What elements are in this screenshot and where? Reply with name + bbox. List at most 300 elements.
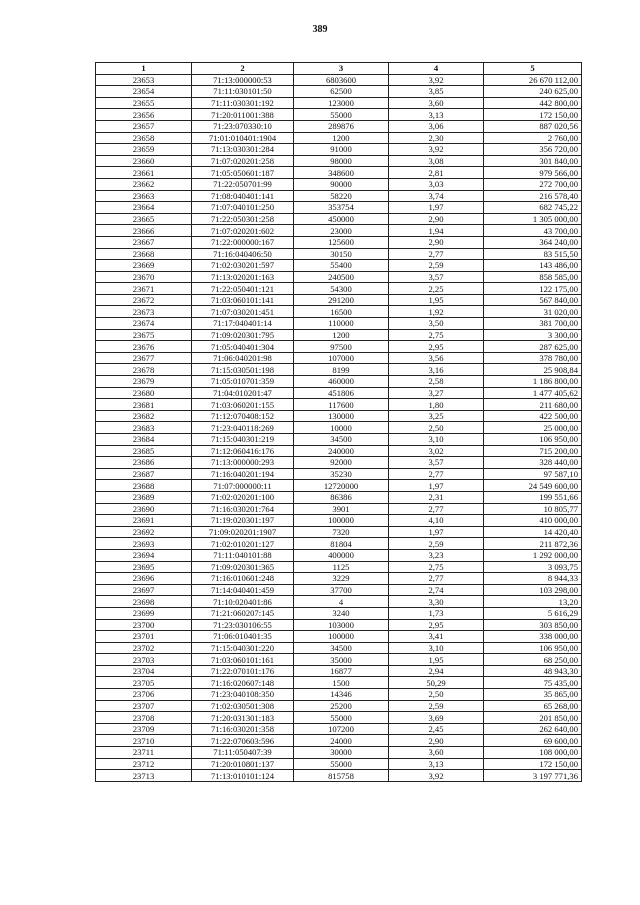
table-cell: 24 549 600,00 — [484, 480, 582, 492]
table-cell: 2,77 — [389, 573, 484, 585]
table-cell: 71:22:000000:167 — [192, 236, 294, 248]
table-cell: 23684 — [96, 434, 192, 446]
table-cell: 13,20 — [484, 596, 582, 608]
table-cell: 23688 — [96, 480, 192, 492]
table-cell: 30000 — [294, 747, 389, 759]
table-cell: 103 298,00 — [484, 584, 582, 596]
table-cell: 23658 — [96, 132, 192, 144]
table-cell: 23655 — [96, 97, 192, 109]
table-cell: 2 760,00 — [484, 132, 582, 144]
table-cell: 71:11:030301:192 — [192, 97, 294, 109]
table-row — [96, 747, 582, 759]
table-cell: 23711 — [96, 747, 192, 759]
table-cell: 2,90 — [389, 213, 484, 225]
table-cell: 25 908,84 — [484, 364, 582, 376]
table-cell: 23678 — [96, 364, 192, 376]
table-cell: 23653 — [96, 74, 192, 86]
table-row — [96, 515, 582, 527]
table-cell: 71:05:050601:187 — [192, 167, 294, 179]
table-cell: 240500 — [294, 271, 389, 283]
table-cell: 23663 — [96, 190, 192, 202]
table-cell: 1 292 000,00 — [484, 549, 582, 561]
table-cell: 1125 — [294, 561, 389, 573]
table-row — [96, 434, 582, 446]
table-cell: 815758 — [294, 770, 389, 782]
table-row — [96, 387, 582, 399]
table-row — [96, 225, 582, 237]
table-cell: 16500 — [294, 306, 389, 318]
table-cell: 23664 — [96, 202, 192, 214]
table-cell: 71:02:030501:308 — [192, 700, 294, 712]
table-cell: 338 000,00 — [484, 631, 582, 643]
table-cell: 5 616,29 — [484, 607, 582, 619]
table-cell: 1,97 — [389, 202, 484, 214]
table-cell: 2,59 — [389, 538, 484, 550]
table-cell: 71:19:020301:197 — [192, 515, 294, 527]
table-cell: 71:12:060416:176 — [192, 445, 294, 457]
table-cell: 3 093,75 — [484, 561, 582, 573]
table-cell: 3 300,00 — [484, 329, 582, 341]
table-cell: 2,50 — [389, 689, 484, 701]
table-cell: 1500 — [294, 677, 389, 689]
table-cell: 3,13 — [389, 758, 484, 770]
table-cell: 23666 — [96, 225, 192, 237]
table-cell: 410 000,00 — [484, 515, 582, 527]
table-cell: 34500 — [294, 434, 389, 446]
table-cell: 3,85 — [389, 86, 484, 98]
table-cell: 240000 — [294, 445, 389, 457]
table-cell: 71:02:030201:597 — [192, 260, 294, 272]
table-cell: 92000 — [294, 457, 389, 469]
table-cell: 25200 — [294, 700, 389, 712]
table-cell: 34500 — [294, 642, 389, 654]
table-cell: 2,31 — [389, 491, 484, 503]
table-header-row — [96, 63, 582, 75]
table-cell: 2,58 — [389, 376, 484, 388]
table-cell: 71:20:011001:388 — [192, 109, 294, 121]
table-row — [96, 236, 582, 248]
table-cell: 1,80 — [389, 399, 484, 411]
table-cell: 2,77 — [389, 468, 484, 480]
table-row — [96, 410, 582, 422]
table-cell: 3,10 — [389, 642, 484, 654]
table-cell: 23710 — [96, 735, 192, 747]
table-cell: 97500 — [294, 341, 389, 353]
table-cell: 71:16:020607:148 — [192, 677, 294, 689]
table-cell: 117600 — [294, 399, 389, 411]
table-row — [96, 457, 582, 469]
table-cell: 71:09:020201:1907 — [192, 526, 294, 538]
table-cell: 450000 — [294, 213, 389, 225]
table-cell: 71:03:060201:155 — [192, 399, 294, 411]
table-row — [96, 654, 582, 666]
table-cell: 23668 — [96, 248, 192, 260]
table-cell: 130000 — [294, 410, 389, 422]
table-cell: 71:07:030201:451 — [192, 306, 294, 318]
table-cell: 98000 — [294, 155, 389, 167]
table-cell: 68 250,00 — [484, 654, 582, 666]
table-cell: 2,25 — [389, 283, 484, 295]
table-cell: 71:06:010401:35 — [192, 631, 294, 643]
table-cell: 58220 — [294, 190, 389, 202]
table-cell: 71:10:020401:86 — [192, 596, 294, 608]
table-cell: 3,06 — [389, 120, 484, 132]
table-cell: 65 268,00 — [484, 700, 582, 712]
table-cell: 23673 — [96, 306, 192, 318]
table-cell: 287 625,00 — [484, 341, 582, 353]
table-row — [96, 341, 582, 353]
table-cell: 10 805,77 — [484, 503, 582, 515]
table-cell: 71:01:010401:1904 — [192, 132, 294, 144]
table-cell: 37700 — [294, 584, 389, 596]
table-cell: 2,95 — [389, 341, 484, 353]
table-cell: 23660 — [96, 155, 192, 167]
table-cell: 451806 — [294, 387, 389, 399]
table-cell: 211 872,36 — [484, 538, 582, 550]
table-cell: 23685 — [96, 445, 192, 457]
table-cell: 71:16:030201:764 — [192, 503, 294, 515]
table-cell: 23691 — [96, 515, 192, 527]
table-cell: 3,92 — [389, 74, 484, 86]
table-cell: 3,08 — [389, 155, 484, 167]
table-cell: 108 000,00 — [484, 747, 582, 759]
table-row — [96, 607, 582, 619]
column-header: 5 — [484, 63, 582, 75]
table-row — [96, 167, 582, 179]
table-cell: 71:07:020201:258 — [192, 155, 294, 167]
table-cell: 71:05:010701:359 — [192, 376, 294, 388]
table-cell: 16877 — [294, 665, 389, 677]
table-cell: 23682 — [96, 410, 192, 422]
table-cell: 23000 — [294, 225, 389, 237]
table-row — [96, 399, 582, 411]
table-cell: 23694 — [96, 549, 192, 561]
table-cell: 71:04:010201:47 — [192, 387, 294, 399]
table-cell: 83 515,50 — [484, 248, 582, 260]
table-row — [96, 178, 582, 190]
table-cell: 3 197 771,36 — [484, 770, 582, 782]
table-cell: 71:15:030501:198 — [192, 364, 294, 376]
table-cell: 23708 — [96, 712, 192, 724]
table-cell: 353754 — [294, 202, 389, 214]
table-cell: 55000 — [294, 109, 389, 121]
table-cell: 356 720,00 — [484, 144, 582, 156]
table-cell: 71:23:070330:10 — [192, 120, 294, 132]
table-cell: 23680 — [96, 387, 192, 399]
table-row — [96, 364, 582, 376]
table-cell: 858 585,00 — [484, 271, 582, 283]
table-cell: 23705 — [96, 677, 192, 689]
table-cell: 123000 — [294, 97, 389, 109]
column-header: 1 — [96, 63, 192, 75]
table-cell: 23662 — [96, 178, 192, 190]
table-cell: 71:02:010201:127 — [192, 538, 294, 550]
table-cell: 71:09:020301:795 — [192, 329, 294, 341]
table-cell: 103000 — [294, 619, 389, 631]
column-header: 3 — [294, 63, 389, 75]
table-cell: 400000 — [294, 549, 389, 561]
table-row — [96, 352, 582, 364]
table-cell: 71:06:040201:98 — [192, 352, 294, 364]
table-cell: 71:07:040101:250 — [192, 202, 294, 214]
table-cell: 23679 — [96, 376, 192, 388]
table-cell: 23700 — [96, 619, 192, 631]
table-cell: 201 850,00 — [484, 712, 582, 724]
table-cell: 110000 — [294, 318, 389, 330]
table-cell: 71:23:040118:269 — [192, 422, 294, 434]
table-cell: 54300 — [294, 283, 389, 295]
table-cell: 381 700,00 — [484, 318, 582, 330]
table-cell: 71:20:010801:137 — [192, 758, 294, 770]
table-cell: 71:20:031301:183 — [192, 712, 294, 724]
table-cell: 1 477 405,62 — [484, 387, 582, 399]
table-cell: 979 566,00 — [484, 167, 582, 179]
table-cell: 1,95 — [389, 294, 484, 306]
table-cell: 24000 — [294, 735, 389, 747]
table-row — [96, 642, 582, 654]
table-cell: 71:22:050401:121 — [192, 283, 294, 295]
page-number: 389 — [312, 24, 328, 35]
table-cell: 125600 — [294, 236, 389, 248]
table-row — [96, 491, 582, 503]
table-row — [96, 700, 582, 712]
table-cell: 14346 — [294, 689, 389, 701]
table-cell: 3901 — [294, 503, 389, 515]
table-cell: 91000 — [294, 144, 389, 156]
table-cell: 2,94 — [389, 665, 484, 677]
table-cell: 3,03 — [389, 178, 484, 190]
table-cell: 8199 — [294, 364, 389, 376]
table-cell: 23654 — [96, 86, 192, 98]
table-cell: 71:13:010101:124 — [192, 770, 294, 782]
table-row — [96, 596, 582, 608]
table-cell: 71:12:070408:152 — [192, 410, 294, 422]
table-row — [96, 294, 582, 306]
table-row — [96, 213, 582, 225]
table-row — [96, 445, 582, 457]
table-cell: 23657 — [96, 120, 192, 132]
table-cell: 71:17:040401:14 — [192, 318, 294, 330]
table-cell: 1200 — [294, 329, 389, 341]
table-cell: 10000 — [294, 422, 389, 434]
table-cell: 62500 — [294, 86, 389, 98]
table-cell: 199 551,66 — [484, 491, 582, 503]
table-cell: 3,69 — [389, 712, 484, 724]
table-row — [96, 260, 582, 272]
table-cell: 23693 — [96, 538, 192, 550]
table-cell: 3,74 — [389, 190, 484, 202]
table-row — [96, 538, 582, 550]
table-cell: 442 800,00 — [484, 97, 582, 109]
table-cell: 100000 — [294, 515, 389, 527]
table-cell: 2,74 — [389, 584, 484, 596]
table-cell: 3,92 — [389, 144, 484, 156]
table-row — [96, 735, 582, 747]
table-row — [96, 202, 582, 214]
table-cell: 71:23:040108:350 — [192, 689, 294, 701]
table-cell: 3,30 — [389, 596, 484, 608]
table-cell: 2,30 — [389, 132, 484, 144]
table-cell: 71:08:040401:141 — [192, 190, 294, 202]
table-cell: 422 500,00 — [484, 410, 582, 422]
table-cell: 71:14:040401:459 — [192, 584, 294, 596]
table-cell: 23661 — [96, 167, 192, 179]
table-cell: 23675 — [96, 329, 192, 341]
table-cell: 71:15:040301:220 — [192, 642, 294, 654]
table-row — [96, 631, 582, 643]
table-cell: 107200 — [294, 723, 389, 735]
table-cell: 23667 — [96, 236, 192, 248]
table-cell: 71:07:000000:11 — [192, 480, 294, 492]
table-cell: 71:11:050407:39 — [192, 747, 294, 759]
table-cell: 2,59 — [389, 700, 484, 712]
table-row — [96, 132, 582, 144]
table-cell: 23712 — [96, 758, 192, 770]
table-row — [96, 770, 582, 782]
table-cell: 3,25 — [389, 410, 484, 422]
table-cell: 23704 — [96, 665, 192, 677]
table-cell: 71:13:020201:163 — [192, 271, 294, 283]
table-cell: 1 186 800,00 — [484, 376, 582, 388]
table-cell: 106 950,00 — [484, 642, 582, 654]
table-cell: 71:13:000000:53 — [192, 74, 294, 86]
table-cell: 567 840,00 — [484, 294, 582, 306]
table-cell: 69 600,00 — [484, 735, 582, 747]
table-cell: 48 943,30 — [484, 665, 582, 677]
table-row — [96, 97, 582, 109]
table-cell: 71:15:040301:219 — [192, 434, 294, 446]
table-cell: 23669 — [96, 260, 192, 272]
table-cell: 7320 — [294, 526, 389, 538]
table-cell: 172 150,00 — [484, 109, 582, 121]
table-cell: 43 700,00 — [484, 225, 582, 237]
table-row — [96, 248, 582, 260]
table-cell: 71:22:050701:99 — [192, 178, 294, 190]
table-cell: 35000 — [294, 654, 389, 666]
table-row — [96, 573, 582, 585]
table-cell: 3,92 — [389, 770, 484, 782]
table-cell: 23713 — [96, 770, 192, 782]
table-row — [96, 712, 582, 724]
table-cell: 291200 — [294, 294, 389, 306]
table-cell: 23706 — [96, 689, 192, 701]
table-cell: 3,10 — [389, 434, 484, 446]
table-cell: 23670 — [96, 271, 192, 283]
table-cell: 23702 — [96, 642, 192, 654]
table-cell: 8 944,33 — [484, 573, 582, 585]
table-cell: 23683 — [96, 422, 192, 434]
table-cell: 71:16:010601:248 — [192, 573, 294, 585]
table-cell: 460000 — [294, 376, 389, 388]
table-cell: 3,16 — [389, 364, 484, 376]
table-row — [96, 329, 582, 341]
table-cell: 1,97 — [389, 526, 484, 538]
table-cell: 71:16:030201:358 — [192, 723, 294, 735]
table-cell: 107000 — [294, 352, 389, 364]
table-cell: 3,27 — [389, 387, 484, 399]
table-cell: 2,90 — [389, 236, 484, 248]
table-row — [96, 155, 582, 167]
column-header: 2 — [192, 63, 294, 75]
table-cell: 35 865,00 — [484, 689, 582, 701]
table-row — [96, 526, 582, 538]
table-cell: 301 840,00 — [484, 155, 582, 167]
table-cell: 3,60 — [389, 97, 484, 109]
table-row — [96, 549, 582, 561]
table-cell: 122 175,00 — [484, 283, 582, 295]
table-cell: 71:16:040406:50 — [192, 248, 294, 260]
table-cell: 289876 — [294, 120, 389, 132]
table-cell: 71:11:030101:50 — [192, 86, 294, 98]
table-cell: 2,77 — [389, 248, 484, 260]
table-cell: 2,59 — [389, 260, 484, 272]
table-cell: 3240 — [294, 607, 389, 619]
table-cell: 4,10 — [389, 515, 484, 527]
table-cell: 328 440,00 — [484, 457, 582, 469]
table-cell: 55000 — [294, 758, 389, 770]
table-cell: 23707 — [96, 700, 192, 712]
table-cell: 97 587,10 — [484, 468, 582, 480]
table-cell: 3,50 — [389, 318, 484, 330]
table-cell: 55400 — [294, 260, 389, 272]
table-cell: 23699 — [96, 607, 192, 619]
table-cell: 71:22:050301:258 — [192, 213, 294, 225]
table-cell: 71:21:060207:145 — [192, 607, 294, 619]
table-cell: 23703 — [96, 654, 192, 666]
table-cell: 2,50 — [389, 422, 484, 434]
table-cell: 364 240,00 — [484, 236, 582, 248]
table-cell: 1 305 000,00 — [484, 213, 582, 225]
table-cell: 71:05:040401:304 — [192, 341, 294, 353]
table-cell: 31 020,00 — [484, 306, 582, 318]
table-cell: 71:07:020201:602 — [192, 225, 294, 237]
table-cell: 25 000,00 — [484, 422, 582, 434]
table-cell: 682 745,22 — [484, 202, 582, 214]
table-row — [96, 723, 582, 735]
table-cell: 1,95 — [389, 654, 484, 666]
table-cell: 1200 — [294, 132, 389, 144]
table-cell: 71:11:040101:88 — [192, 549, 294, 561]
table-cell: 90000 — [294, 178, 389, 190]
table-row — [96, 306, 582, 318]
table-cell: 3229 — [294, 573, 389, 585]
table-cell: 2,90 — [389, 735, 484, 747]
table-cell: 4 — [294, 596, 389, 608]
table-cell: 1,92 — [389, 306, 484, 318]
table-cell: 23659 — [96, 144, 192, 156]
table-cell: 1,97 — [389, 480, 484, 492]
table-cell: 71:13:000000:293 — [192, 457, 294, 469]
table-cell: 3,23 — [389, 549, 484, 561]
table-cell: 23665 — [96, 213, 192, 225]
table-cell: 23701 — [96, 631, 192, 643]
table-cell: 3,57 — [389, 271, 484, 283]
table-cell: 23696 — [96, 573, 192, 585]
table-row — [96, 665, 582, 677]
table-cell: 23689 — [96, 491, 192, 503]
table-cell: 3,56 — [389, 352, 484, 364]
table-row — [96, 561, 582, 573]
table-cell: 23692 — [96, 526, 192, 538]
table-cell: 2,75 — [389, 329, 484, 341]
table-cell: 2,77 — [389, 503, 484, 515]
table-cell: 23687 — [96, 468, 192, 480]
table-cell: 71:22:070603:596 — [192, 735, 294, 747]
table-cell: 172 150,00 — [484, 758, 582, 770]
table-cell: 143 486,00 — [484, 260, 582, 272]
table-cell: 23695 — [96, 561, 192, 573]
table-cell: 23672 — [96, 294, 192, 306]
